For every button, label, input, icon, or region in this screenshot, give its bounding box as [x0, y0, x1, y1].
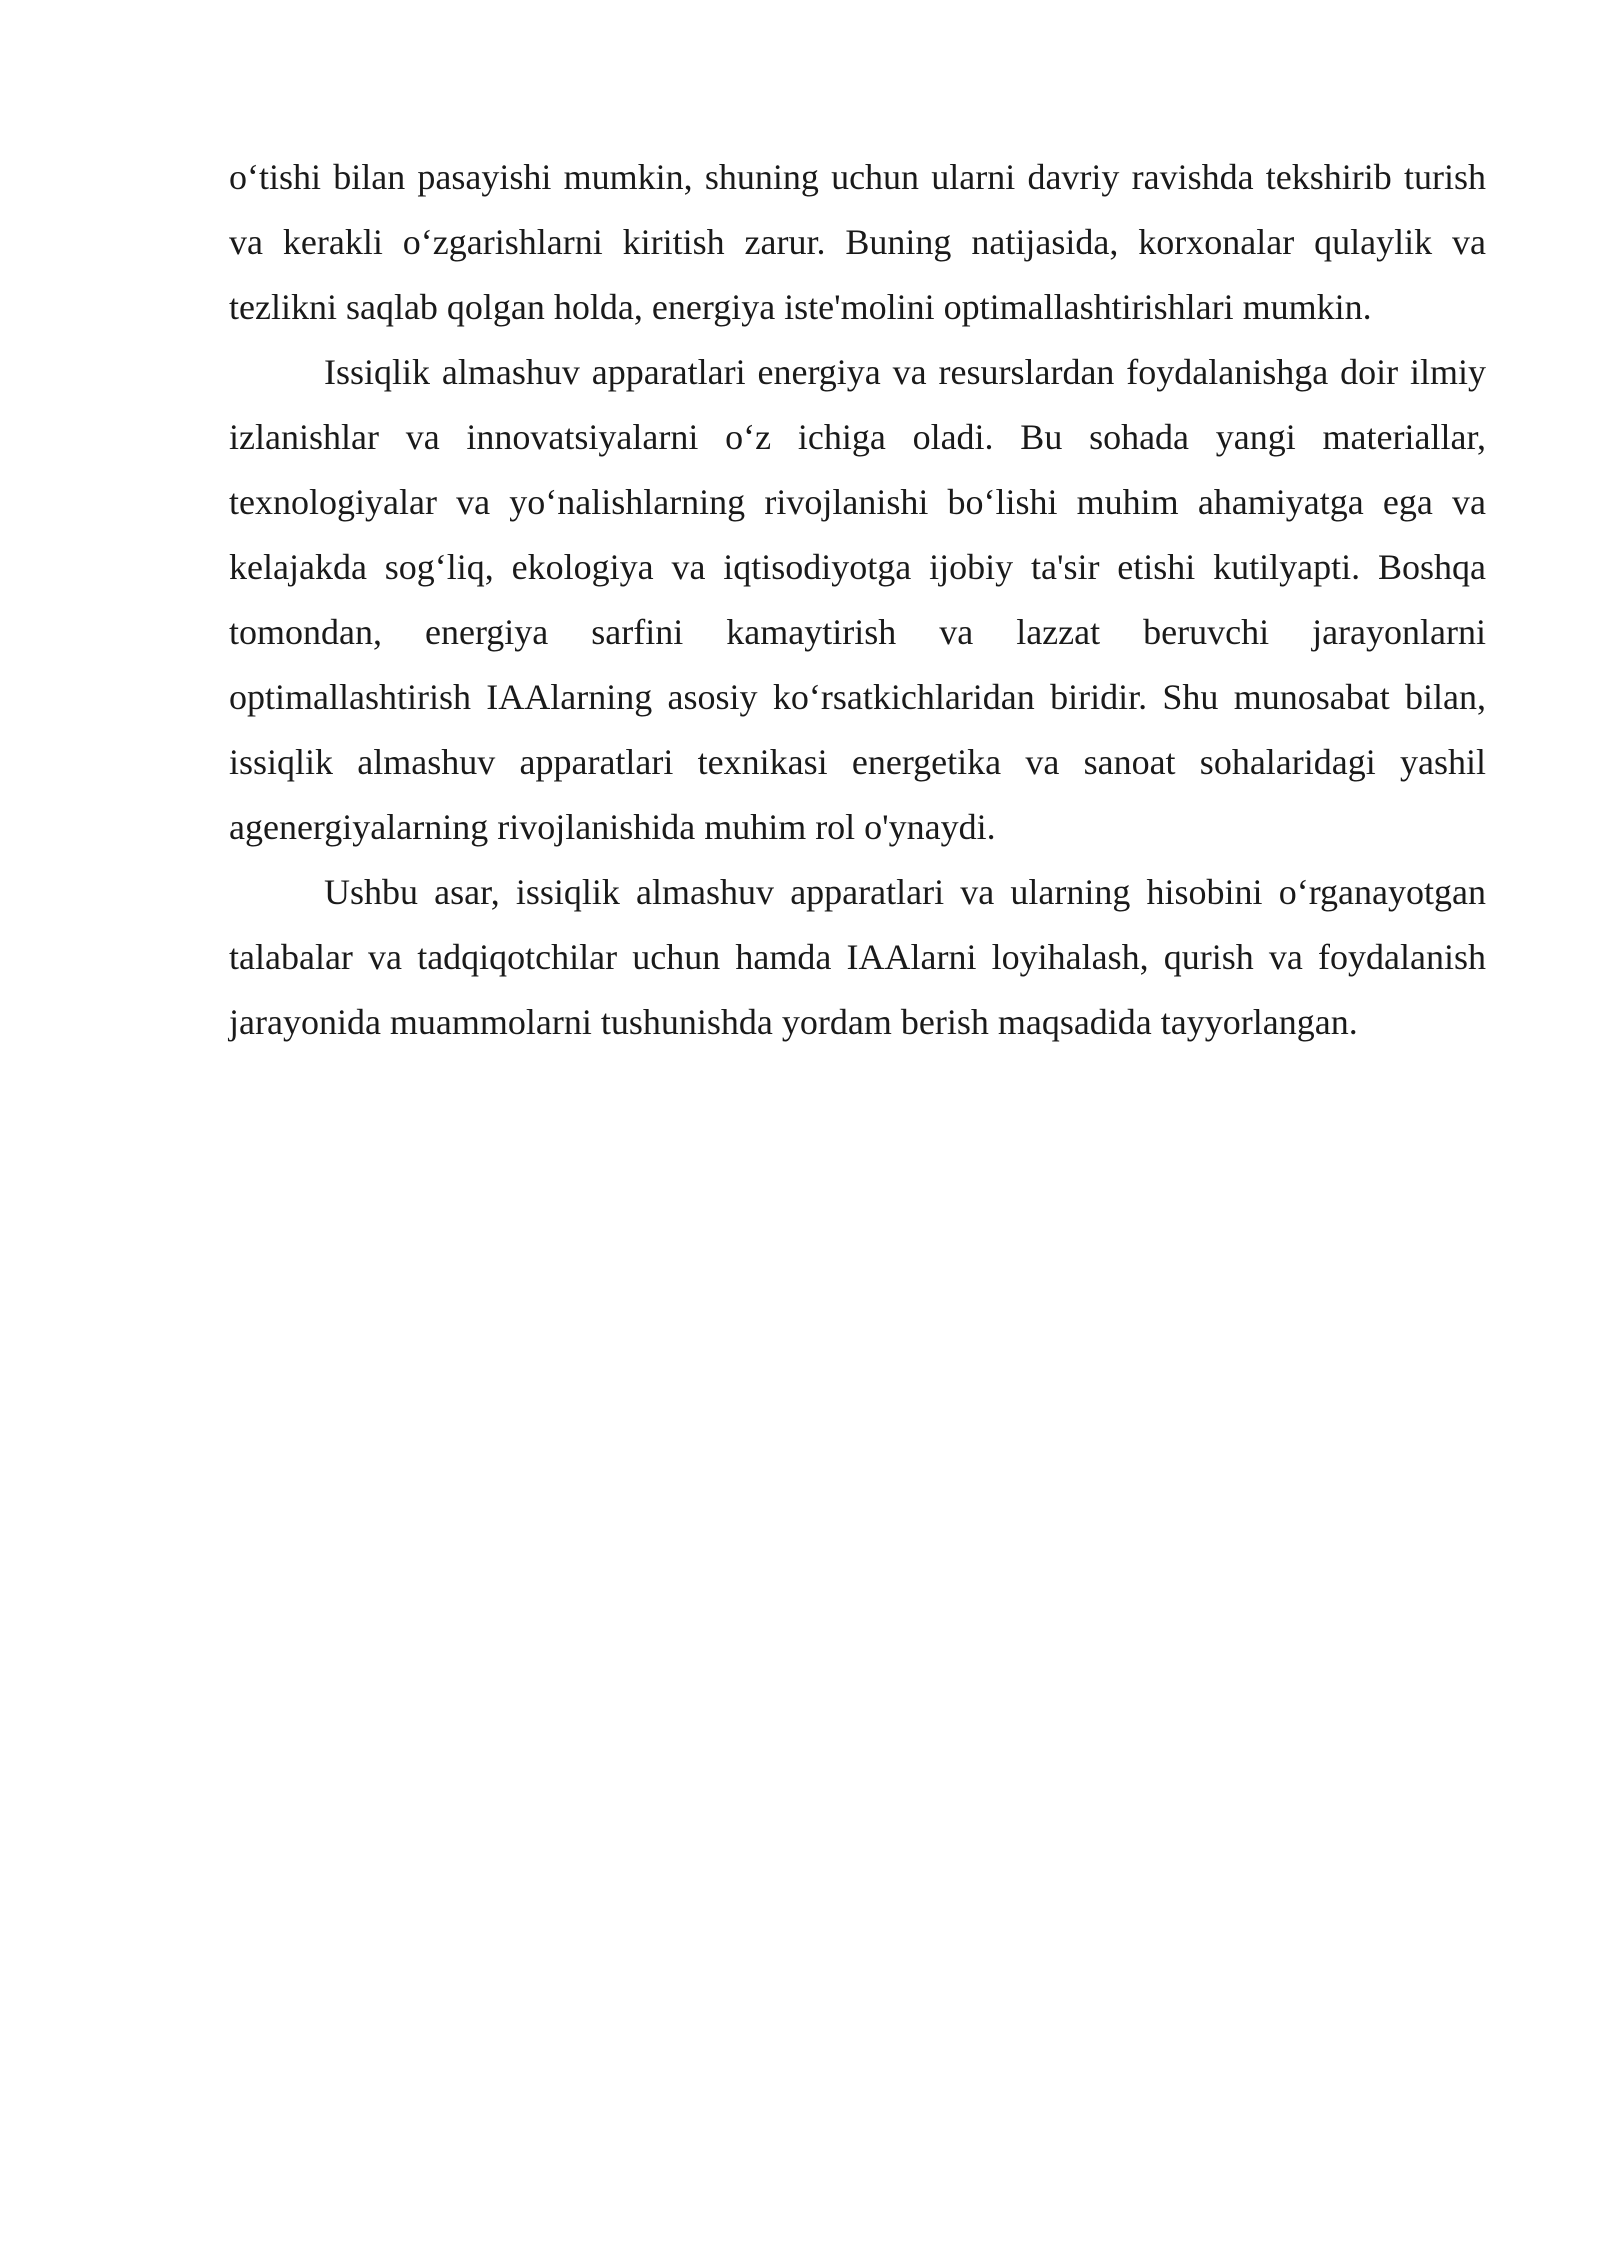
- paragraph-research: Issiqlik almashuv apparatlari energiya va resurslardan foydalanishga doir ilmiy izlanishlar va innovatsiyalarni o‘z ichiga oladi. Bu sohada yangi materiallar, texnologiyalar va yo‘nalishlarning rivojlanishi bo‘lishi muhim ahamiyatga ega va kelajakda sog‘liq, ekologiya va iqtisodiyotga ijobiy ta'sir etishi kutilyapti. Boshqa tomondan, energiya sarfini kamaytirish va lazzat beruvchi jarayonlarni optimallashtirish IAAlarning asosiy ko‘rsatkichlaridan biridir. Shu munosabat bilan, issiqlik almashuv apparatlari texnikasi energetika va sanoat sohalaridagi yashil agenergiyalarning rivojlanishida muhim rol o'ynaydi.: [229, 352, 1486, 847]
- body-text: [229, 145, 1486, 1055]
- paragraph-continuation: o‘tishi bilan pasayishi mumkin, shuning uchun ularni davriy ravishda tekshirib turish va kerakli o‘zgarishlarni kiritish zarur. Buning natijasida, korxonalar qulaylik va tezlikni saqlab qolgan holda, energiya iste'molini optimallashtirishlari mumkin.: [229, 157, 1486, 327]
- paragraph-purpose: Ushbu asar, issiqlik almashuv apparatlari va ularning hisobini o‘rganayotgan talabalar va tadqiqotchilar uchun hamda IAAlarni loyihalash, qurish va foydalanish jarayonida muammolarni tushunishda yordam berish maqsadida tayyorlangan.: [229, 872, 1486, 1042]
